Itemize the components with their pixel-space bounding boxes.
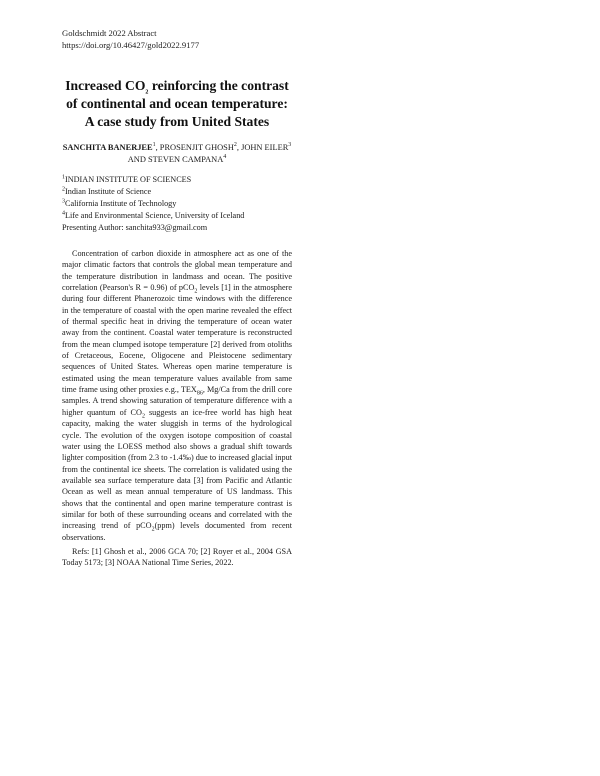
abstract-subscript-3: 2 xyxy=(141,413,145,420)
paper-title xyxy=(62,77,292,131)
abstract-subscript-2: 86 xyxy=(196,390,203,397)
abstract-subscript-1: 2 xyxy=(194,288,198,295)
author-separator: , xyxy=(155,143,160,152)
journal-name: Goldschmidt 2022 Abstract xyxy=(62,28,157,38)
affiliation-3-text: California Institute of Technology xyxy=(65,199,177,208)
affiliation-list xyxy=(62,174,292,234)
author-affiliation-marker: 2 xyxy=(233,142,237,149)
affiliation-2 xyxy=(62,186,292,198)
affiliation-3 xyxy=(62,198,292,210)
author-list xyxy=(62,142,292,165)
author-affiliation-marker: 1 xyxy=(152,142,156,149)
abstract-segment-4: suggests an ice-free world has high heat capacity, making the water sluggish in terms of the hydrological cycle. The evolution of the oxygen isotope composition of coastal water using the LOESS method also shows a gradual shift towards lighter composition (from 2.3 to -1.4‰) due to increased glacial input from the continental ice sheets. The correlation is validated using the available sea surface temperature data [3] from Pacific and Atlantic Ocean as well as mean annual temperature of US landmass. This shows that the continental and open marine temperature contrast is similar for both of these surrounding oceans and correlated with the increasing trend of pCO xyxy=(62,407,292,531)
author-name: STEVEN CAMPANA xyxy=(147,154,224,164)
abstract-page xyxy=(62,28,292,569)
abstract-segment-2: levels [1] in the atmosphere during four different Phanerozoic time windows with the difference in the temperature of coastal with the open marine revealed the effect of thermal specific heat in driving the temperature of ocean water away from the continent. Coastal water temperature is reconstructed from the mean clumped isotope temperature [2] derived from otoliths of Cretaceous, Eocene, Oligocene and Pleistocene sedimentary sequences of United States. Whereas open marine temperature is estimated using the mean temperature values available from same time frame using other proxies e.g., TEX xyxy=(62,283,292,395)
affiliation-1-marker: 1 xyxy=(62,174,65,181)
presenting-author: Presenting Author: sanchita933@gmail.com xyxy=(62,223,208,232)
affiliation-3-marker: 3 xyxy=(62,198,65,205)
affiliation-4-text: Life and Environmental Science, University of Iceland xyxy=(65,211,245,220)
author-affiliation-marker: 3 xyxy=(288,142,292,149)
title-part-1: Increased CO xyxy=(65,78,146,93)
title-subscript: 2 xyxy=(145,89,149,96)
author-separator: , xyxy=(236,143,242,152)
affiliation-1 xyxy=(62,174,292,186)
doi-link[interactable]: https://doi.org/10.46427/gold2022.9177 xyxy=(62,39,200,50)
title-part-2: reinforcing the contrast of continental and ocean temperature: A case study from United States xyxy=(66,78,289,129)
author-affiliation-marker: 4 xyxy=(223,153,227,160)
affiliation-4-marker: 4 xyxy=(62,210,65,217)
abstract-body xyxy=(62,248,292,543)
affiliation-2-marker: 2 xyxy=(62,186,65,193)
references: Refs: [1] Ghosh et al., 2006 GCA 70; [2] Royer et al., 2004 GSA Today 5173; [3] NOAA National Time Series, 2022. xyxy=(62,546,292,568)
affiliation-4 xyxy=(62,210,292,222)
author-name: JOHN EILER xyxy=(241,143,289,152)
author-name: PROSENJIT GHOSH xyxy=(159,143,234,152)
abstract-segment-1: Concentration of carbon dioxide in atmosphere act as one of the major climatic factors that controls the global mean temperature and the temperature distribution in landmass and ocean. The positive correlation (Pearson's R = 0.96) of pCO xyxy=(62,249,292,293)
affiliation-1-text: INDIAN INSTITUTE OF SCIENCES xyxy=(65,175,192,184)
abstract-subscript-4: 2 xyxy=(151,526,155,533)
author-name: SANCHITA BANERJEE xyxy=(62,143,153,152)
abstract-segment-3: , Mg/Ca from the drill core samples. A trend showing saturation of temperature difference with a higher quantum of CO xyxy=(62,385,292,417)
abstract-segment-5: (ppm) levels documented from recent observations. xyxy=(62,521,292,542)
author-separator: AND xyxy=(127,154,148,164)
affiliation-2-text: Indian Institute of Science xyxy=(65,187,152,196)
